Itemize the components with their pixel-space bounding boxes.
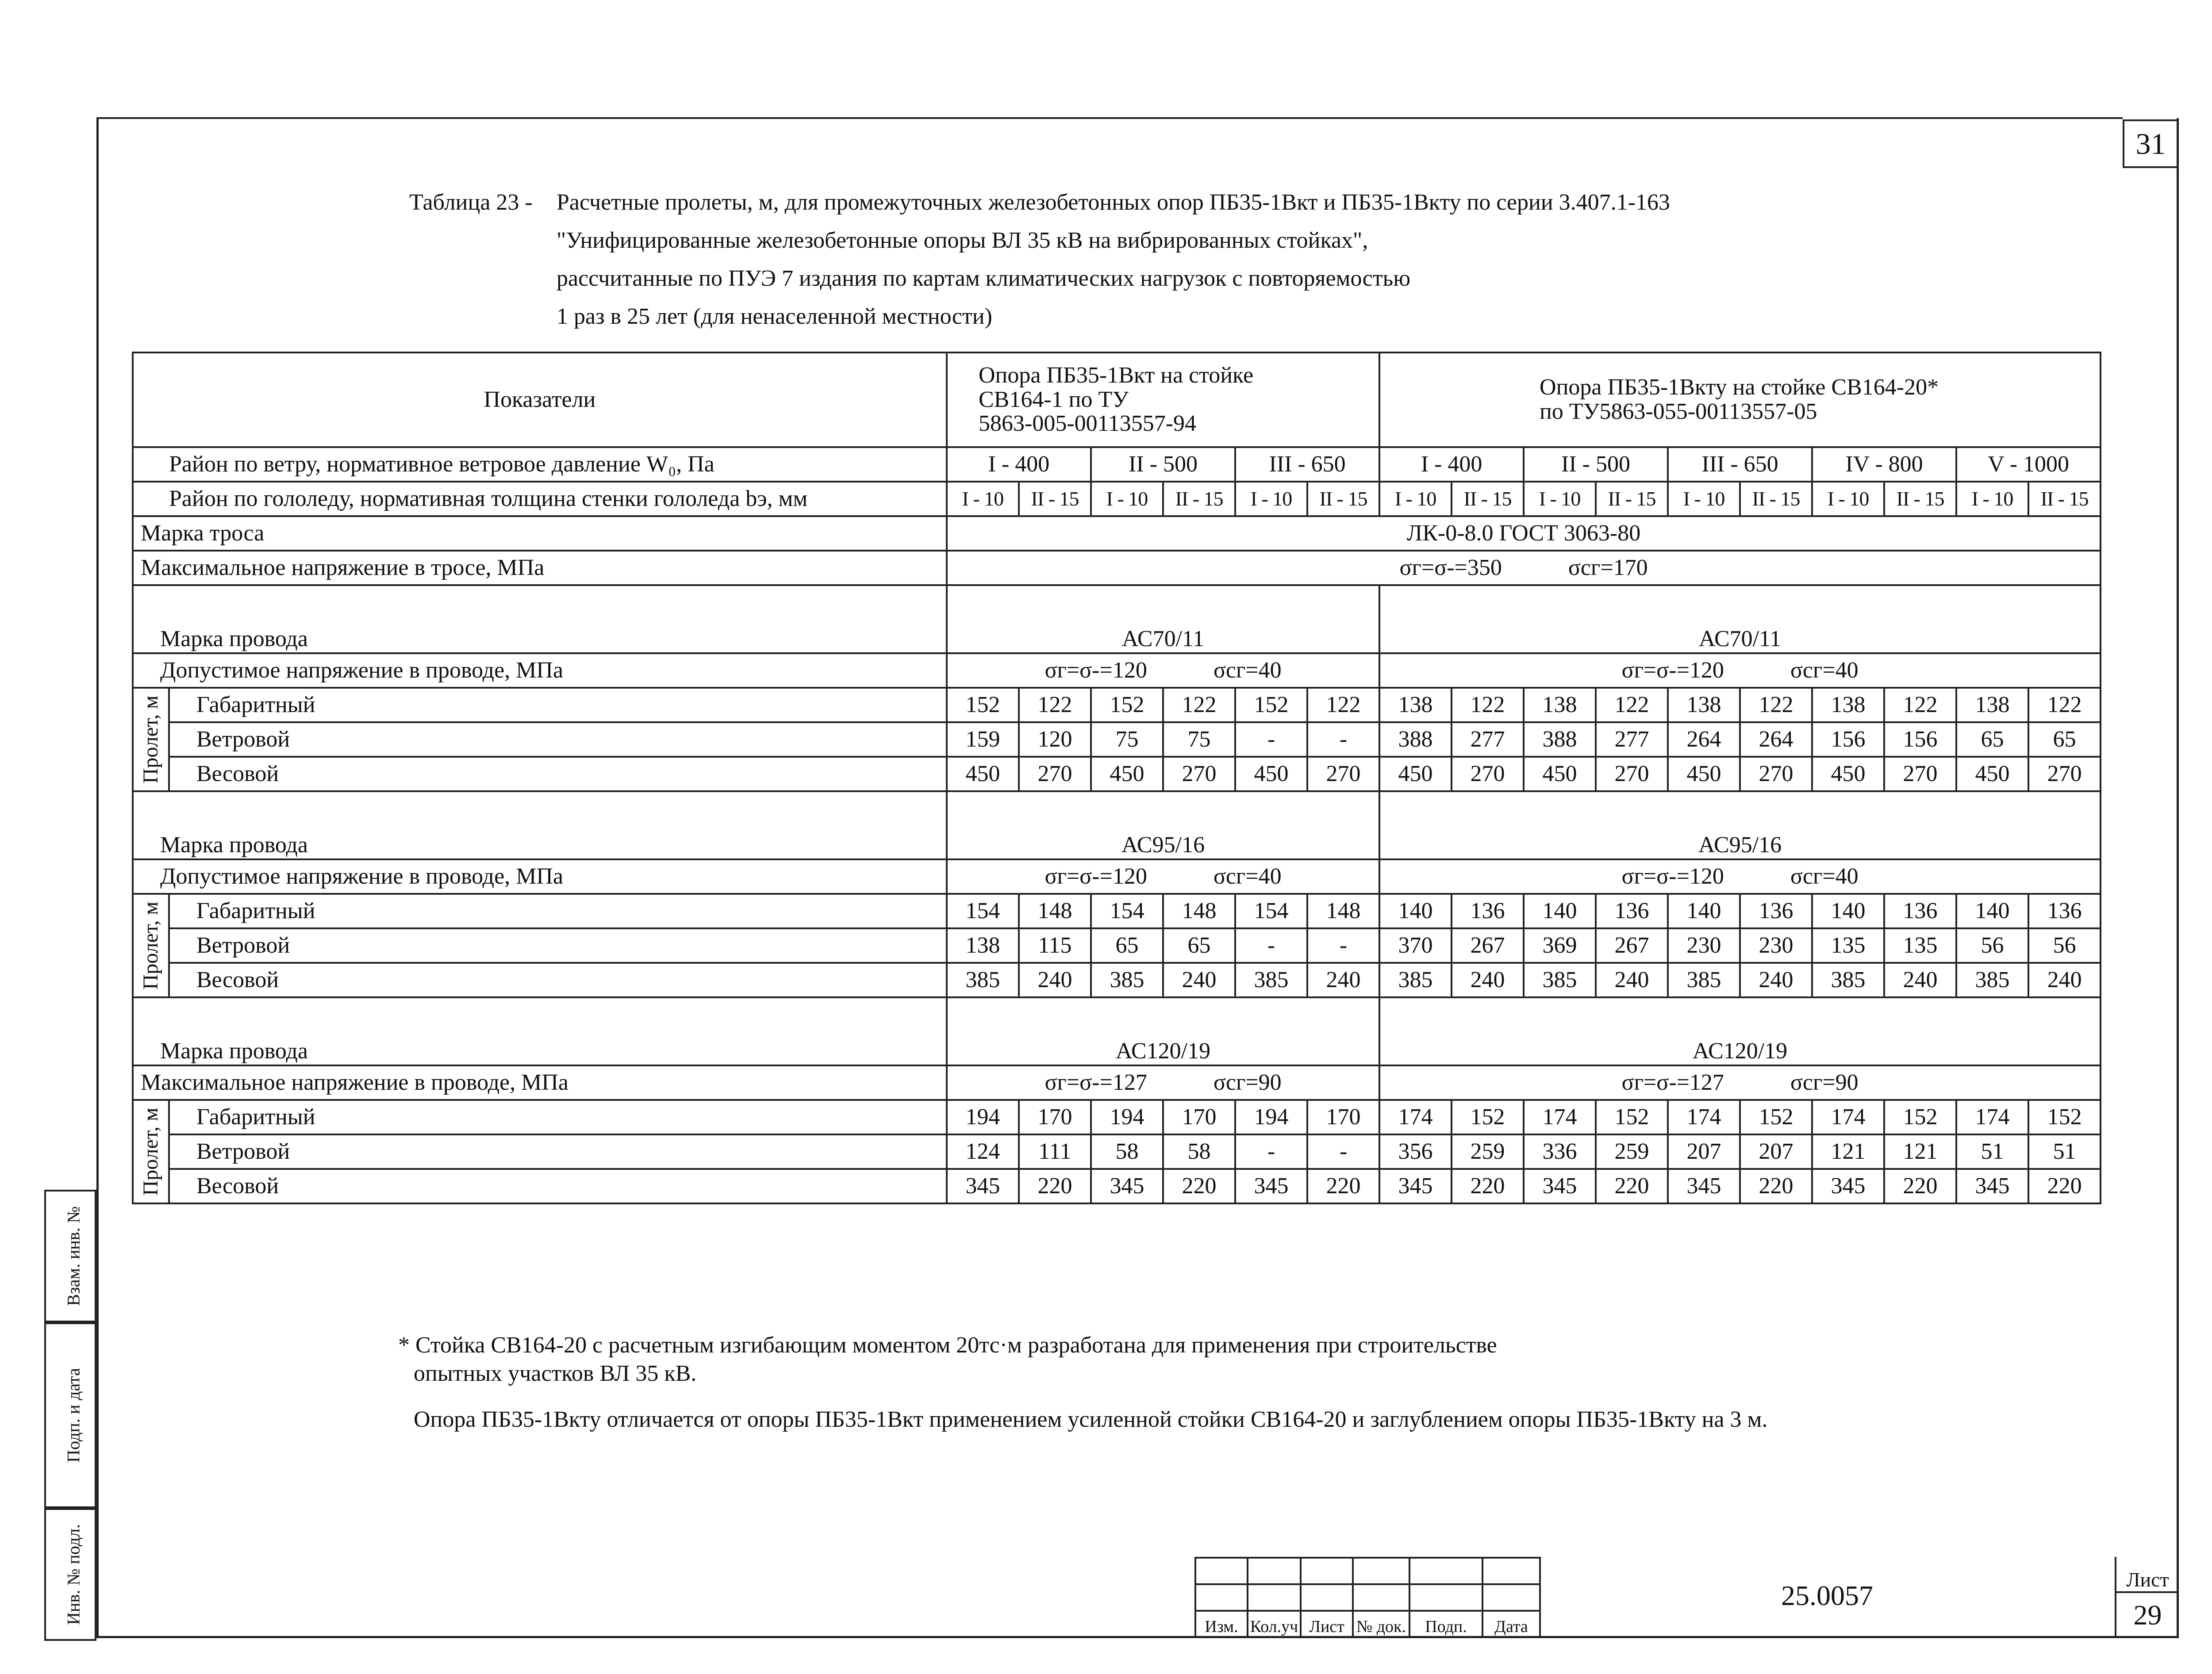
list-label: Лист (2116, 1557, 2179, 1593)
ice-region-cell: I - 10 (1379, 482, 1452, 516)
span-value: 122 (1884, 688, 1956, 722)
span-value: 345 (1524, 1169, 1596, 1203)
span-value: 345 (947, 1169, 1019, 1203)
span-value: 388 (1379, 722, 1452, 757)
span-value: 75 (1091, 722, 1163, 757)
span-value: 385 (947, 963, 1019, 997)
wire-stress-value-2 (1379, 1065, 2101, 1100)
span-value: 136 (1740, 894, 1812, 928)
span-value: 385 (1091, 963, 1163, 997)
span-row-name: Весовой (169, 963, 947, 997)
span-value: - (1307, 1134, 1379, 1169)
ice-region-cell: I - 10 (1668, 482, 1740, 516)
span-value: 277 (1596, 722, 1668, 757)
header-support-2 (1379, 352, 2101, 447)
span-value: 152 (1884, 1100, 1956, 1134)
wire-brand-label: Марка провода (133, 585, 947, 653)
span-value: 270 (1596, 757, 1668, 791)
span-value: 152 (1235, 688, 1307, 722)
span-row-name: Ветровой (169, 928, 947, 963)
span-value: 370 (1379, 928, 1452, 963)
wire-stress-value-2 (1379, 859, 2101, 894)
span-label-text: Пролет, м (138, 695, 162, 784)
wire-brand-support-1: АС95/16 (947, 791, 1379, 859)
spans-table (132, 352, 2101, 1204)
span-value: - (1235, 1134, 1307, 1169)
span-value: 385 (1235, 963, 1307, 997)
span-value: 385 (1956, 963, 2028, 997)
span-value: 111 (1019, 1134, 1091, 1169)
stamp-label: Лист (1301, 1611, 1353, 1637)
span-value: 264 (1668, 722, 1740, 757)
span-label-text: Пролет, м (138, 901, 162, 990)
wire-stress-value-2 (1379, 653, 2101, 688)
wire-stress-label: Допустимое напряжение в проводе, МПа (133, 653, 947, 688)
cable-stress-label: Максимальное напряжение в тросе, МПа (133, 551, 947, 585)
wire-stress-value-1 (947, 653, 1379, 688)
span-value: 154 (947, 894, 1019, 928)
span-value: 152 (1596, 1100, 1668, 1134)
ice-region-cell: I - 10 (947, 482, 1019, 516)
stress-value: σг=σ-=127 (1045, 1069, 1147, 1095)
span-value: 385 (1812, 963, 1884, 997)
span-value: 124 (947, 1134, 1019, 1169)
span-row-name: Весовой (169, 1169, 947, 1203)
caption-line: рассчитанные по ПУЭ 7 издания по картам климатических нагрузок с повторяемостью (557, 266, 1411, 291)
wind-region-cell: I - 400 (947, 447, 1091, 482)
span-value: 450 (1379, 757, 1452, 791)
ice-region-cell: I - 10 (1812, 482, 1884, 516)
caption-label: Таблица 23 - (409, 190, 533, 215)
wire-brand-support-2: АС95/16 (1379, 791, 2101, 859)
stress-value: σcг=40 (1790, 863, 1859, 889)
span-value: 345 (1956, 1169, 2028, 1203)
span-value: 450 (1235, 757, 1307, 791)
span-value: 135 (1884, 928, 1956, 963)
span-value: 220 (1307, 1169, 1379, 1203)
span-value: 138 (1668, 688, 1740, 722)
span-value: 122 (1596, 688, 1668, 722)
ice-region-cell: II - 15 (1163, 482, 1235, 516)
footnote-line: опытных участков ВЛ 35 кВ. (414, 1361, 697, 1386)
span-row-name: Габаритный (169, 688, 947, 722)
span-value: 194 (1235, 1100, 1307, 1134)
span-value: 230 (1668, 928, 1740, 963)
stamp-label: Дата (1482, 1611, 1540, 1637)
span-value: 138 (1524, 688, 1596, 722)
ice-region-cell: II - 15 (1884, 482, 1956, 516)
wire-stress-label: Максимальное напряжение в проводе, МПа (133, 1065, 947, 1100)
span-value: 270 (1884, 757, 1956, 791)
span-value: 58 (1163, 1134, 1235, 1169)
span-value: 450 (1956, 757, 2028, 791)
stress-value: σг=σ-=350 (1399, 555, 1502, 580)
span-value: 65 (2028, 722, 2101, 757)
span-value: 121 (1884, 1134, 1956, 1169)
span-value: 270 (1452, 757, 1524, 791)
span-value: 345 (1379, 1169, 1452, 1203)
footnote (398, 1331, 1497, 1388)
span-value: 207 (1740, 1134, 1812, 1169)
stress-value: σcг=40 (1790, 657, 1859, 683)
span-value: 138 (947, 928, 1019, 963)
ice-region-cell: II - 15 (2028, 482, 2101, 516)
span-value: 138 (1379, 688, 1452, 722)
span-value: 148 (1163, 894, 1235, 928)
span-value: 140 (1812, 894, 1884, 928)
stress-value: σcг=40 (1213, 657, 1282, 683)
span-value: 159 (947, 722, 1019, 757)
span-value: 220 (1163, 1169, 1235, 1203)
wire-stress-label: Допустимое напряжение в проводе, МПа (133, 859, 947, 894)
span-value: 220 (1452, 1169, 1524, 1203)
span-value: 267 (1596, 928, 1668, 963)
span-value: 174 (1668, 1100, 1740, 1134)
side-stamp-cell: Взам. инв. № (44, 1190, 96, 1322)
ice-region-cell: II - 15 (1307, 482, 1379, 516)
header-line: Опора ПБ35-1Вкт на стойке (979, 363, 1254, 388)
span-value: 154 (1091, 894, 1163, 928)
span-value: 138 (1812, 688, 1884, 722)
span-value: 450 (947, 757, 1019, 791)
cable-brand-value: ЛК-0-8.0 ГОСТ 3063-80 (947, 516, 2101, 551)
span-value: 121 (1812, 1134, 1884, 1169)
caption-line: 1 раз в 25 лет (для ненаселенной местности) (557, 304, 992, 329)
stamp-label: Изм. (1195, 1611, 1248, 1637)
side-stamp-cell: Инв. № подл. (44, 1508, 96, 1641)
sheet-number-box (2115, 1557, 2179, 1637)
span-value: 264 (1740, 722, 1812, 757)
span-value: 152 (947, 688, 1019, 722)
span-value: 135 (1812, 928, 1884, 963)
span-value: 152 (1740, 1100, 1812, 1134)
document-code: 25.0057 (1781, 1579, 1873, 1611)
stamp-label: № док. (1353, 1611, 1409, 1637)
span-value: 122 (1740, 688, 1812, 722)
span-value: 122 (2028, 688, 2101, 722)
span-value: 345 (1812, 1169, 1884, 1203)
stress-value: σг=σ-=120 (1621, 863, 1724, 889)
span-value: 136 (1452, 894, 1524, 928)
span-value: 170 (1019, 1100, 1091, 1134)
span-value: 259 (1596, 1134, 1668, 1169)
span-value: 156 (1884, 722, 1956, 757)
header-line: по ТУ5863-055-00113557-05 (1540, 399, 1817, 424)
title-block-stamp (1194, 1557, 1541, 1638)
span-value: 174 (1812, 1100, 1884, 1134)
span-value: 450 (1812, 757, 1884, 791)
caption-line: Расчетные пролеты, м, для промежуточных железобетонных опор ПБ35-1Вкт и ПБ35-1Вкту по серии 3.407.1-163 (557, 190, 1670, 215)
ice-region-cell: I - 10 (1235, 482, 1307, 516)
header-indicators: Показатели (133, 352, 947, 447)
span-value: 58 (1091, 1134, 1163, 1169)
header-support-1 (947, 352, 1379, 447)
span-value: 270 (1740, 757, 1812, 791)
wire-brand-support-2: АС70/11 (1379, 585, 2101, 653)
span-value: 240 (2028, 963, 2101, 997)
span-value: 136 (1596, 894, 1668, 928)
stress-value: σcг=90 (1790, 1069, 1859, 1095)
span-value: 122 (1452, 688, 1524, 722)
span-value: 240 (1884, 963, 1956, 997)
span-value: - (1307, 722, 1379, 757)
span-value: 385 (1379, 963, 1452, 997)
span-value: 345 (1235, 1169, 1307, 1203)
span-vertical-label (133, 688, 169, 791)
span-value: - (1235, 928, 1307, 963)
span-value: 230 (1740, 928, 1812, 963)
span-value: 170 (1163, 1100, 1235, 1134)
span-row-name: Весовой (169, 757, 947, 791)
wire-brand-label: Марка провода (133, 997, 947, 1065)
span-value: 152 (1091, 688, 1163, 722)
note: Опора ПБ35-1Вкту отличается от опоры ПБ35-1Вкт применением усиленной стойки СВ164-20 и заглублением опоры ПБ35-1Вкту на 3 м. (414, 1407, 1768, 1432)
wind-region-cell: II - 500 (1091, 447, 1235, 482)
span-value: 220 (2028, 1169, 2101, 1203)
span-value: 115 (1019, 928, 1091, 963)
list-number: 29 (2133, 1599, 2162, 1631)
span-row-name: Габаритный (169, 894, 947, 928)
span-value: - (1307, 928, 1379, 963)
corner-sheet-number: 31 (2123, 119, 2179, 168)
span-value: 240 (1452, 963, 1524, 997)
span-value: 140 (1524, 894, 1596, 928)
ice-region-cell: II - 15 (1740, 482, 1812, 516)
stamp-label: Подп. (1409, 1611, 1482, 1637)
stress-value: σcг=40 (1213, 863, 1282, 889)
span-row-name: Габаритный (169, 1100, 947, 1134)
span-row-name: Ветровой (169, 1134, 947, 1169)
stress-value: σг=σ-=120 (1045, 657, 1147, 683)
span-vertical-label (133, 1100, 169, 1203)
span-value: 56 (1956, 928, 2028, 963)
span-value: 122 (1307, 688, 1379, 722)
stress-value: σг=σ-=127 (1621, 1069, 1724, 1095)
span-value: 122 (1163, 688, 1235, 722)
span-value: 267 (1452, 928, 1524, 963)
span-value: 345 (1668, 1169, 1740, 1203)
span-value: 51 (1956, 1134, 2028, 1169)
span-value: 174 (1379, 1100, 1452, 1134)
span-value: 207 (1668, 1134, 1740, 1169)
span-value: 270 (1019, 757, 1091, 791)
span-value: 345 (1091, 1169, 1163, 1203)
wind-region-cell: III - 650 (1235, 447, 1379, 482)
wind-region-label: Район по ветру, нормативное ветровое давление W₀, Па (133, 447, 947, 482)
span-value: 148 (1307, 894, 1379, 928)
span-value: - (1235, 722, 1307, 757)
span-value: 385 (1524, 963, 1596, 997)
span-value: 450 (1524, 757, 1596, 791)
span-value: 220 (1884, 1169, 1956, 1203)
ice-region-cell: I - 10 (1524, 482, 1596, 516)
span-value: 240 (1307, 963, 1379, 997)
cable-brand-label: Марка троса (133, 516, 947, 551)
span-value: 148 (1019, 894, 1091, 928)
wind-region-cell: I - 400 (1379, 447, 1524, 482)
ice-region-label: Район по гололеду, нормативная толщина стенки гололеда bэ, мм (133, 482, 947, 516)
wind-region-cell: V - 1000 (1956, 447, 2101, 482)
span-row-name: Ветровой (169, 722, 947, 757)
span-value: 65 (1163, 928, 1235, 963)
span-value: 259 (1452, 1134, 1524, 1169)
span-value: 336 (1524, 1134, 1596, 1169)
span-value: 240 (1596, 963, 1668, 997)
ice-region-cell: II - 15 (1019, 482, 1091, 516)
span-value: 385 (1668, 963, 1740, 997)
span-value: 75 (1163, 722, 1235, 757)
wire-stress-value-1 (947, 1065, 1379, 1100)
span-value: 140 (1956, 894, 2028, 928)
span-value: 65 (1956, 722, 2028, 757)
span-value: 240 (1019, 963, 1091, 997)
span-value: 152 (2028, 1100, 2101, 1134)
span-value: 450 (1091, 757, 1163, 791)
span-value: 154 (1235, 894, 1307, 928)
span-vertical-label (133, 894, 169, 997)
wire-brand-support-2: АС120/19 (1379, 997, 2101, 1065)
span-value: 170 (1307, 1100, 1379, 1134)
span-value: 270 (1163, 757, 1235, 791)
span-value: 156 (1812, 722, 1884, 757)
span-value: 240 (1740, 963, 1812, 997)
span-value: 270 (2028, 757, 2101, 791)
footnote-line: * Стойка СВ164-20 с расчетным изгибающим моментом 20тс·м разработана для применения при строительстве (398, 1333, 1497, 1358)
header-line: 5863-005-00113557-94 (979, 411, 1197, 437)
stress-value: σcг=170 (1568, 555, 1648, 580)
header-line: СВ164-1 по ТУ (979, 387, 1129, 412)
span-value: 277 (1452, 722, 1524, 757)
span-value: 450 (1668, 757, 1740, 791)
ice-region-cell: I - 10 (1956, 482, 2028, 516)
span-value: 240 (1163, 963, 1235, 997)
span-value: 140 (1668, 894, 1740, 928)
span-value: 65 (1091, 928, 1163, 963)
ice-region-cell: I - 10 (1091, 482, 1163, 516)
stress-value: σг=σ-=120 (1045, 863, 1147, 889)
span-value: 51 (2028, 1134, 2101, 1169)
span-value: 140 (1379, 894, 1452, 928)
wire-brand-label: Марка провода (133, 791, 947, 859)
span-value: 152 (1452, 1100, 1524, 1134)
header-line: Опора ПБ35-1Вкту на стойке СВ164-20* (1540, 375, 1939, 400)
span-value: 122 (1019, 688, 1091, 722)
span-value: 369 (1524, 928, 1596, 963)
span-value: 220 (1019, 1169, 1091, 1203)
span-value: 356 (1379, 1134, 1452, 1169)
wind-region-cell: II - 500 (1524, 447, 1668, 482)
wind-region-cell: III - 650 (1668, 447, 1812, 482)
stress-value: σcг=90 (1213, 1069, 1282, 1095)
span-value: 194 (947, 1100, 1019, 1134)
span-value: 388 (1524, 722, 1596, 757)
stamp-label: Кол.уч (1248, 1611, 1301, 1637)
wind-region-cell: IV - 800 (1812, 447, 1956, 482)
span-value: 138 (1956, 688, 2028, 722)
span-label-text: Пролет, м (138, 1107, 162, 1196)
span-value: 220 (1596, 1169, 1668, 1203)
wire-stress-value-1 (947, 859, 1379, 894)
caption-line: "Унифицированные железобетонные опоры ВЛ 35 кВ на вибрированных стойках", (557, 228, 1368, 253)
cable-stress-value (947, 551, 2101, 585)
span-value: 270 (1307, 757, 1379, 791)
span-value: 120 (1019, 722, 1091, 757)
span-value: 136 (1884, 894, 1956, 928)
wire-brand-support-1: АС70/11 (947, 585, 1379, 653)
ice-region-cell: II - 15 (1452, 482, 1524, 516)
span-value: 174 (1524, 1100, 1596, 1134)
wire-brand-support-1: АС120/19 (947, 997, 1379, 1065)
span-value: 174 (1956, 1100, 2028, 1134)
span-value: 220 (1740, 1169, 1812, 1203)
stress-value: σг=σ-=120 (1621, 657, 1724, 683)
span-value: 56 (2028, 928, 2101, 963)
span-value: 136 (2028, 894, 2101, 928)
ice-region-cell: II - 15 (1596, 482, 1668, 516)
side-stamp-cell: Подп. и дата (44, 1322, 96, 1508)
span-value: 194 (1091, 1100, 1163, 1134)
